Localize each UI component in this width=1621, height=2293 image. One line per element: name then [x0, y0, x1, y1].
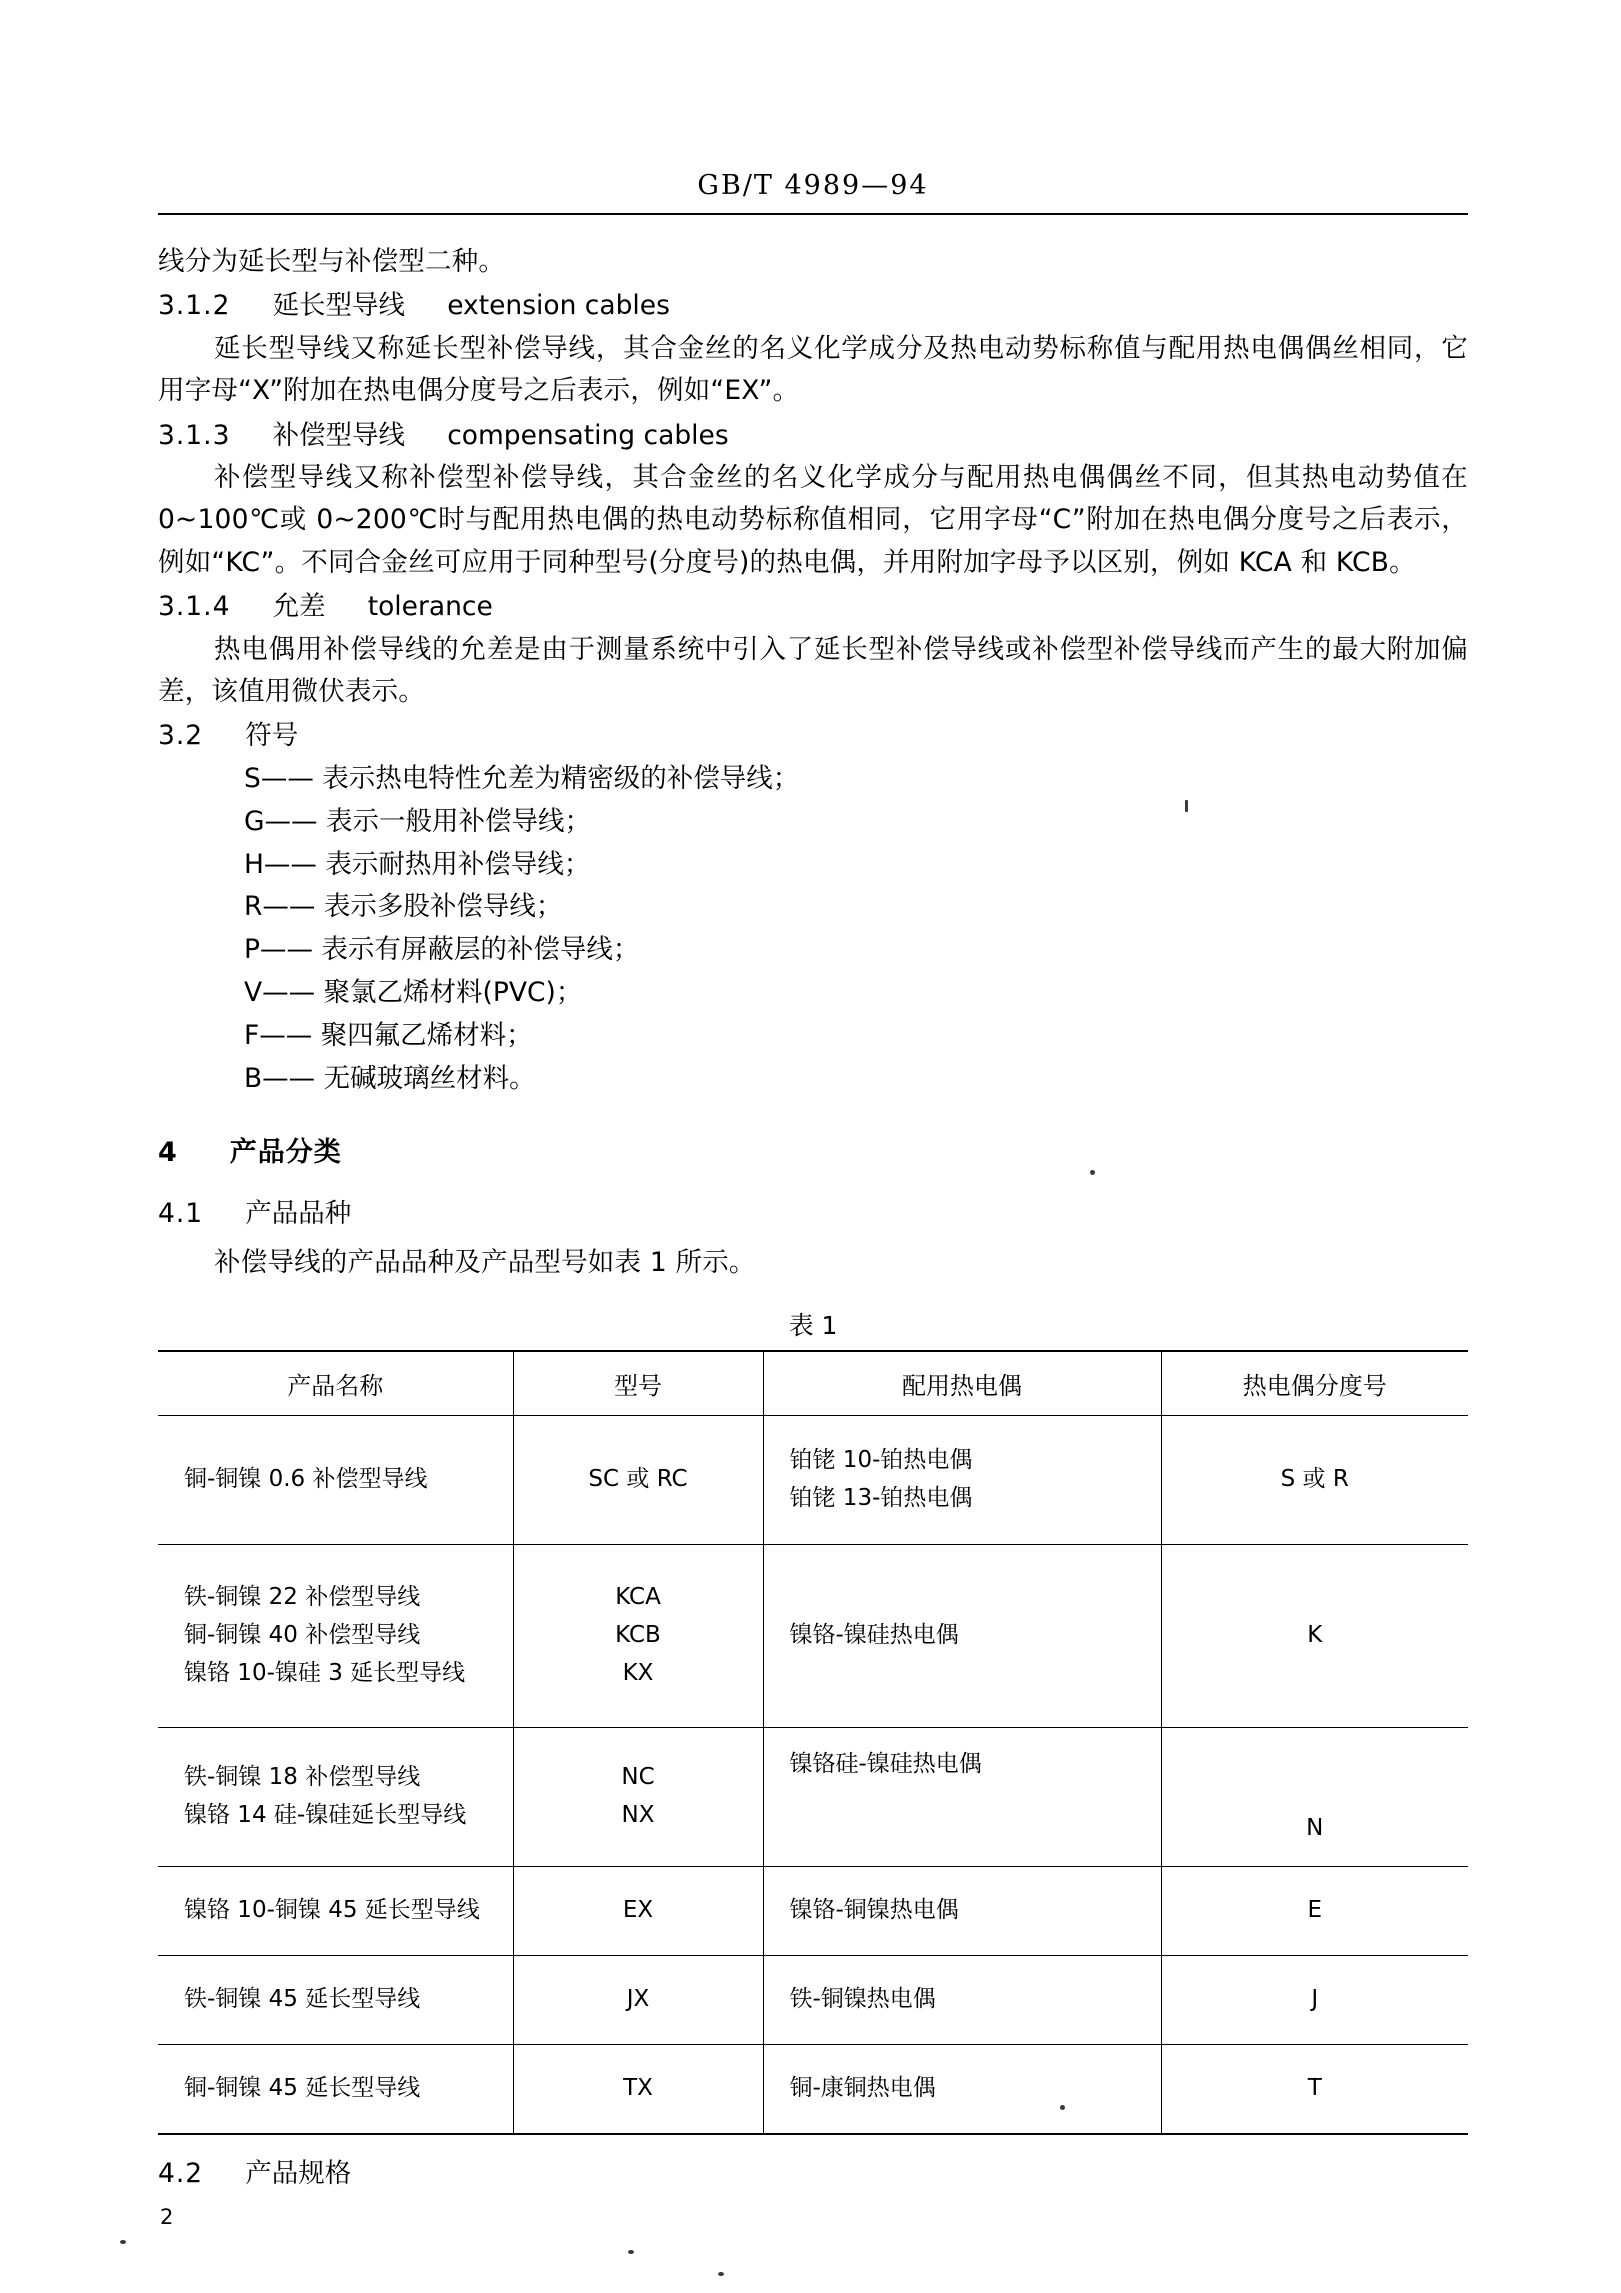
cell-text: NC	[621, 1764, 655, 1791]
cell-text: 铜-铜镍 45 延长型导线	[184, 2075, 421, 2102]
clause-3-1-2-paragraph: 延长型导线又称延长型补偿导线，其合金丝的名义化学成分及热电动势标称值与配用热电偶偶丝相同，它用字母“X”附加在热电偶分度号之后表示，例如“EX”。	[158, 332, 1468, 407]
cell-text: KCA	[615, 1584, 661, 1611]
table-header-index-number: 热电偶分度号	[1161, 1351, 1468, 1416]
table-row	[158, 1416, 1468, 1545]
cell-text: 铜-铜镍 0.6 补偿型导线	[184, 1466, 428, 1493]
cell-text: E	[1307, 1897, 1323, 1924]
clause-3-1-4-number: 3.1.4	[158, 591, 231, 623]
cell-text: TX	[623, 2075, 653, 2102]
table-header-thermocouple: 配用热电偶	[763, 1351, 1161, 1416]
table-row	[158, 2045, 1468, 2135]
page-number: 2	[160, 2205, 174, 2229]
cell-text: 铂铑 13-铂热电偶	[789, 1485, 973, 1512]
cell-thermocouple	[763, 1956, 1161, 2045]
page-header	[158, 170, 1468, 213]
scan-artifact	[718, 2272, 724, 2276]
cell-text: 铁-铜镍热电偶	[789, 1986, 936, 2013]
intro-line: 线分为延长型与补偿型二种。	[158, 246, 506, 277]
cell-thermocouple	[763, 1728, 1161, 1867]
cell-index	[1161, 1416, 1468, 1545]
section-4-2-title: 产品规格	[245, 2158, 352, 2190]
scan-artifact	[1090, 1170, 1095, 1175]
table-header-row	[158, 1351, 1468, 1416]
cell-text: 铁-铜镍 45 延长型导线	[184, 1986, 421, 2013]
section-4-heading	[158, 1131, 1468, 1175]
header-divider	[158, 213, 1468, 215]
cell-text: S 或 R	[1280, 1466, 1349, 1493]
cell-text: 铁-铜镍 22 补偿型导线	[184, 1584, 421, 1611]
table-header-product-name: 产品名称	[158, 1351, 513, 1416]
cell-text: 铜-康铜热电偶	[789, 2075, 936, 2102]
table-caption: 表 1	[788, 1311, 838, 1341]
cell-thermocouple	[763, 1416, 1161, 1545]
cell-index	[1161, 1728, 1468, 1867]
symbol-item-f: F—— 聚四氟乙烯材料；	[244, 1020, 533, 1052]
cell-text: 镍铬硅-镍硅热电偶	[789, 1751, 982, 1778]
cell-thermocouple	[763, 1545, 1161, 1728]
cell-text: T	[1307, 2075, 1322, 2102]
section-4-1-paragraph: 补偿导线的产品品种及产品型号如表 1 所示。	[214, 1246, 756, 1278]
cell-model	[513, 1416, 763, 1545]
cell-thermocouple	[763, 2045, 1161, 2135]
cell-index	[1161, 1956, 1468, 2045]
section-4-1-heading	[158, 1193, 1468, 1236]
section-4-number: 4	[158, 1137, 178, 1169]
table-row	[158, 1867, 1468, 1956]
clause-3-1-3-paragraph: 补偿型导线又称补偿型补偿导线，其合金丝的名义化学成分与配用热电偶偶丝不同，但其热电动势值在 0~100℃或 0~200℃时与配用热电偶的热电动势标称值相同，它用字母“C”附加在热电偶分度号之后表示，例如“KC”。不同合金丝可应用于同种型号(分度号)的热电偶，并用附加字母予以区别，例如 KCA 和 KCB。	[158, 461, 1468, 578]
section-4-1-title: 产品品种	[245, 1197, 352, 1229]
scan-artifact	[1060, 2105, 1065, 2110]
scan-artifact	[628, 2250, 634, 2254]
cell-text: K	[1307, 1622, 1323, 1649]
cell-text: 镍铬 10-铜镍 45 延长型导线	[184, 1897, 480, 1924]
cell-text: KX	[622, 1660, 654, 1687]
clause-3-1-3-number: 3.1.3	[158, 419, 231, 451]
cell-text: 镍铬-镍硅热电偶	[789, 1622, 959, 1649]
clause-3-1-3-heading	[158, 415, 1468, 457]
cell-text: 铜-铜镍 40 补偿型导线	[184, 1622, 421, 1649]
product-table	[158, 1350, 1468, 2135]
cell-product-name	[158, 1728, 513, 1867]
table-row	[158, 1956, 1468, 2045]
scan-artifact	[120, 2240, 126, 2244]
section-4-2-number: 4.2	[158, 2158, 204, 2190]
cell-text: 铁-铜镍 18 补偿型导线	[184, 1764, 421, 1791]
cell-product-name	[158, 1416, 513, 1545]
symbol-item-h: H—— 表示耐热用补偿导线；	[244, 848, 591, 880]
symbol-item-v: V—— 聚氯乙烯材料(PVC)；	[244, 977, 583, 1009]
table-1-wrapper	[158, 1350, 1468, 2135]
scan-artifact	[1185, 800, 1188, 812]
clause-3-1-3-title-en: compensating cables	[447, 419, 729, 451]
symbol-item-s: S—— 表示热电特性允差为精密级的补偿导线；	[244, 762, 800, 794]
cell-model	[513, 1545, 763, 1728]
cell-model	[513, 1867, 763, 1956]
cell-text: 镍铬-铜镍热电偶	[789, 1897, 959, 1924]
cell-index	[1161, 2045, 1468, 2135]
cell-text: KCB	[615, 1622, 661, 1649]
cell-text: 铂铑 10-铂热电偶	[789, 1447, 973, 1474]
clause-3-1-4-title-en: tolerance	[367, 591, 493, 623]
clause-3-1-2-title-en: extension cables	[447, 290, 670, 322]
table-row	[158, 1545, 1468, 1728]
clause-3-1-3-title-cn: 补偿型导线	[272, 419, 406, 451]
cell-text: SC 或 RC	[588, 1466, 688, 1493]
cell-text: N	[1306, 1815, 1324, 1842]
cell-text: JX	[626, 1986, 650, 2013]
table-row	[158, 1728, 1468, 1867]
cell-product-name	[158, 1867, 513, 1956]
symbol-item-r: R—— 表示多股补偿导线；	[244, 891, 563, 923]
page-content	[158, 170, 1468, 2202]
cell-text: 镍铬 14 硅-镍硅延长型导线	[184, 1802, 467, 1829]
cell-text: 镍铬 10-镍硅 3 延长型导线	[184, 1660, 466, 1687]
clause-3-1-2-heading	[158, 285, 1468, 327]
symbol-item-b: B—— 无碱玻璃丝材料。	[244, 1063, 536, 1095]
clause-3-1-4-paragraph: 热电偶用补偿导线的允差是由于测量系统中引入了延长型补偿导线或补偿型补偿导线而产生的最大附加偏差，该值用微伏表示。	[158, 633, 1468, 707]
clause-3-1-2-title-cn: 延长型导线	[272, 290, 406, 322]
cell-product-name	[158, 1956, 513, 2045]
cell-thermocouple	[763, 1867, 1161, 1956]
symbol-item-p: P—— 表示有屏蔽层的补偿导线；	[244, 934, 640, 966]
clause-3-1-4-heading	[158, 586, 1468, 628]
clause-3-2-number: 3.2	[158, 720, 204, 752]
cell-index	[1161, 1867, 1468, 1956]
clause-3-2-title: 符号	[245, 720, 299, 752]
cell-text: NX	[621, 1802, 655, 1829]
cell-product-name	[158, 1545, 513, 1728]
cell-model	[513, 2045, 763, 2135]
cell-text: EX	[622, 1897, 654, 1924]
section-4-1-number: 4.1	[158, 1197, 204, 1229]
cell-index	[1161, 1545, 1468, 1728]
table-header-model: 型号	[513, 1351, 763, 1416]
cell-product-name	[158, 2045, 513, 2135]
standard-number: GB/T 4989—94	[697, 170, 929, 201]
cell-text: J	[1311, 1986, 1319, 2013]
clause-3-2-heading	[158, 715, 1468, 757]
clause-3-1-2-number: 3.1.2	[158, 290, 231, 322]
clause-3-1-4-title-cn: 允差	[272, 591, 326, 623]
section-4-2-heading	[158, 2153, 1468, 2196]
cell-model	[513, 1728, 763, 1867]
section-4-title: 产品分类	[229, 1137, 342, 1169]
symbol-item-g: G—— 表示一般用补偿导线；	[244, 805, 591, 837]
cell-model	[513, 1956, 763, 2045]
